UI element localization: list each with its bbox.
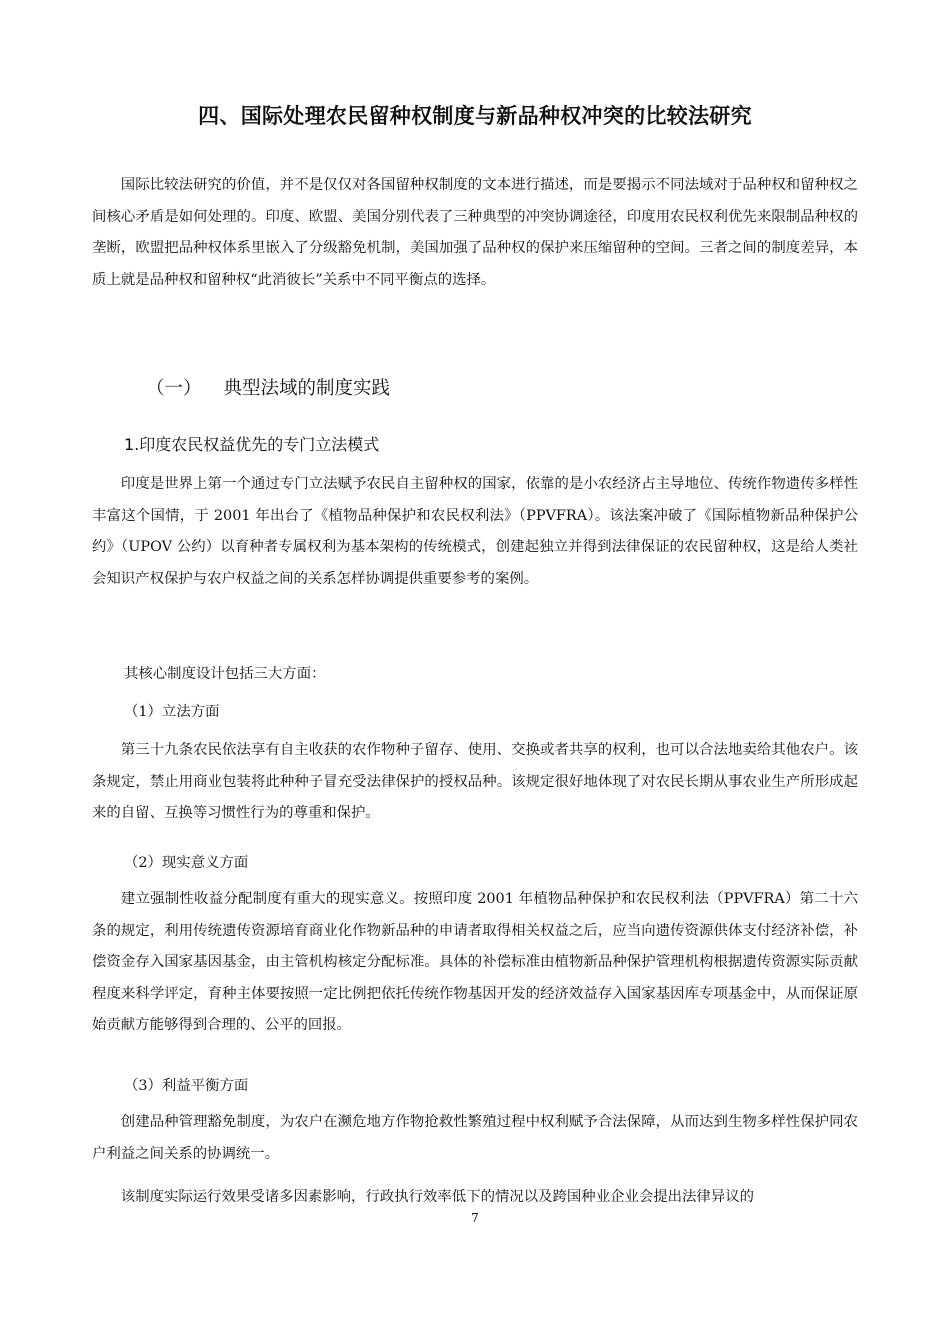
intro-paragraph: 国际比较法研究的价值，并不是仅仅对各国留种权制度的文本进行描述，而是要揭示不同法域对于品种权和留种权之间核心矛盾是如何处理的。印度、欧盟、美国分别代表了三种典型的冲突协调途径，印度用农民权利优先来限制品种权的垄断，欧盟把品种权体系里嵌入了分级豁免机制，美国加强了品种权的保护来压缩留种的空间。三者之间的制度差异，本质上就是品种权和留种权“此消彼长”关系中不同平衡点的选择。 <box>92 177 858 288</box>
last-paragraph: 该制度实际运行效果受诸多因素影响，行政执行效率低下的情况以及跨国种业企业会提出法律异议的 <box>120 1189 754 1205</box>
core-design-intro: 其核心制度设计包括三大方面： <box>124 666 326 682</box>
item-3-text: 创建品种管理豁免制度，为农户在濒危地方作物抢救性繁殖过程中权利赋予合法保障，从而达到生物多样性保护同农户利益之间关系的协调统一。 <box>92 1114 858 1162</box>
section-heading <box>146 373 390 405</box>
item-2-text: 建立强制性收益分配制度有重大的现实意义。按照印度 2001 年植物品种保护和农民权利法（PPVFRA）第二十六条的规定，利用传统遗传资源培育商业化作物新品种的申请者取得相关权益之后，应当向遗传资源供体支付经济补偿，补偿资金存入国家基因基金，由主管机构核定分配标准。具体的补偿标准由植物新品种保护管理机构根据遗传资源实际贡献程度来科学评定，育种主体要按照一定比例把依托传统作物基因开发的经济效益存入国家基因库专项基金中，从而保证原始贡献方能够得到合理的、公平的回报。 <box>92 891 858 1033</box>
india-paragraph: 印度是世界上第一个通过专门立法赋予农民自主留种权的国家，依靠的是小农经济占主导地位、传统作物遗传多样性丰富这个国情，于 2001 年出台了《植物品种保护和农民权利法》（PPVFRA）。该法案冲破了《国际植物新品种保护公约》（UPOV 公约）以育种者专属权利为基本架构的传统模式，创建起独立并得到法律保证的农民留种权，这是给人类社会知识产权保护与农户权益之间的关系怎样协调提供重要参考的案例。 <box>92 476 858 587</box>
section-title: 典型法域的制度实践 <box>223 378 391 399</box>
page-number: 7 <box>471 1211 479 1225</box>
subsection-heading: 1.印度农民权益优先的专门立法模式 <box>124 435 380 454</box>
item-2-label: （2）现实意义方面 <box>124 855 249 871</box>
chapter-title: 四、国际处理农民留种权制度与新品种权冲突的比较法研究 <box>198 104 752 128</box>
item-3-label: （3）利益平衡方面 <box>124 1078 249 1094</box>
item-1-label: （1）立法方面 <box>124 704 220 720</box>
section-number: （一） <box>146 378 202 399</box>
item-1-text: 第三十九条农民依法享有自主收获的农作物种子留存、使用、交换或者共享的权利，也可以合法地卖给其他农户。该条规定，禁止用商业包装将此种种子冒充受法律保护的授权品种。该规定很好地体现了对农民长期从事农业生产所形成起来的自留、互换等习惯性行为的尊重和保护。 <box>92 742 858 821</box>
